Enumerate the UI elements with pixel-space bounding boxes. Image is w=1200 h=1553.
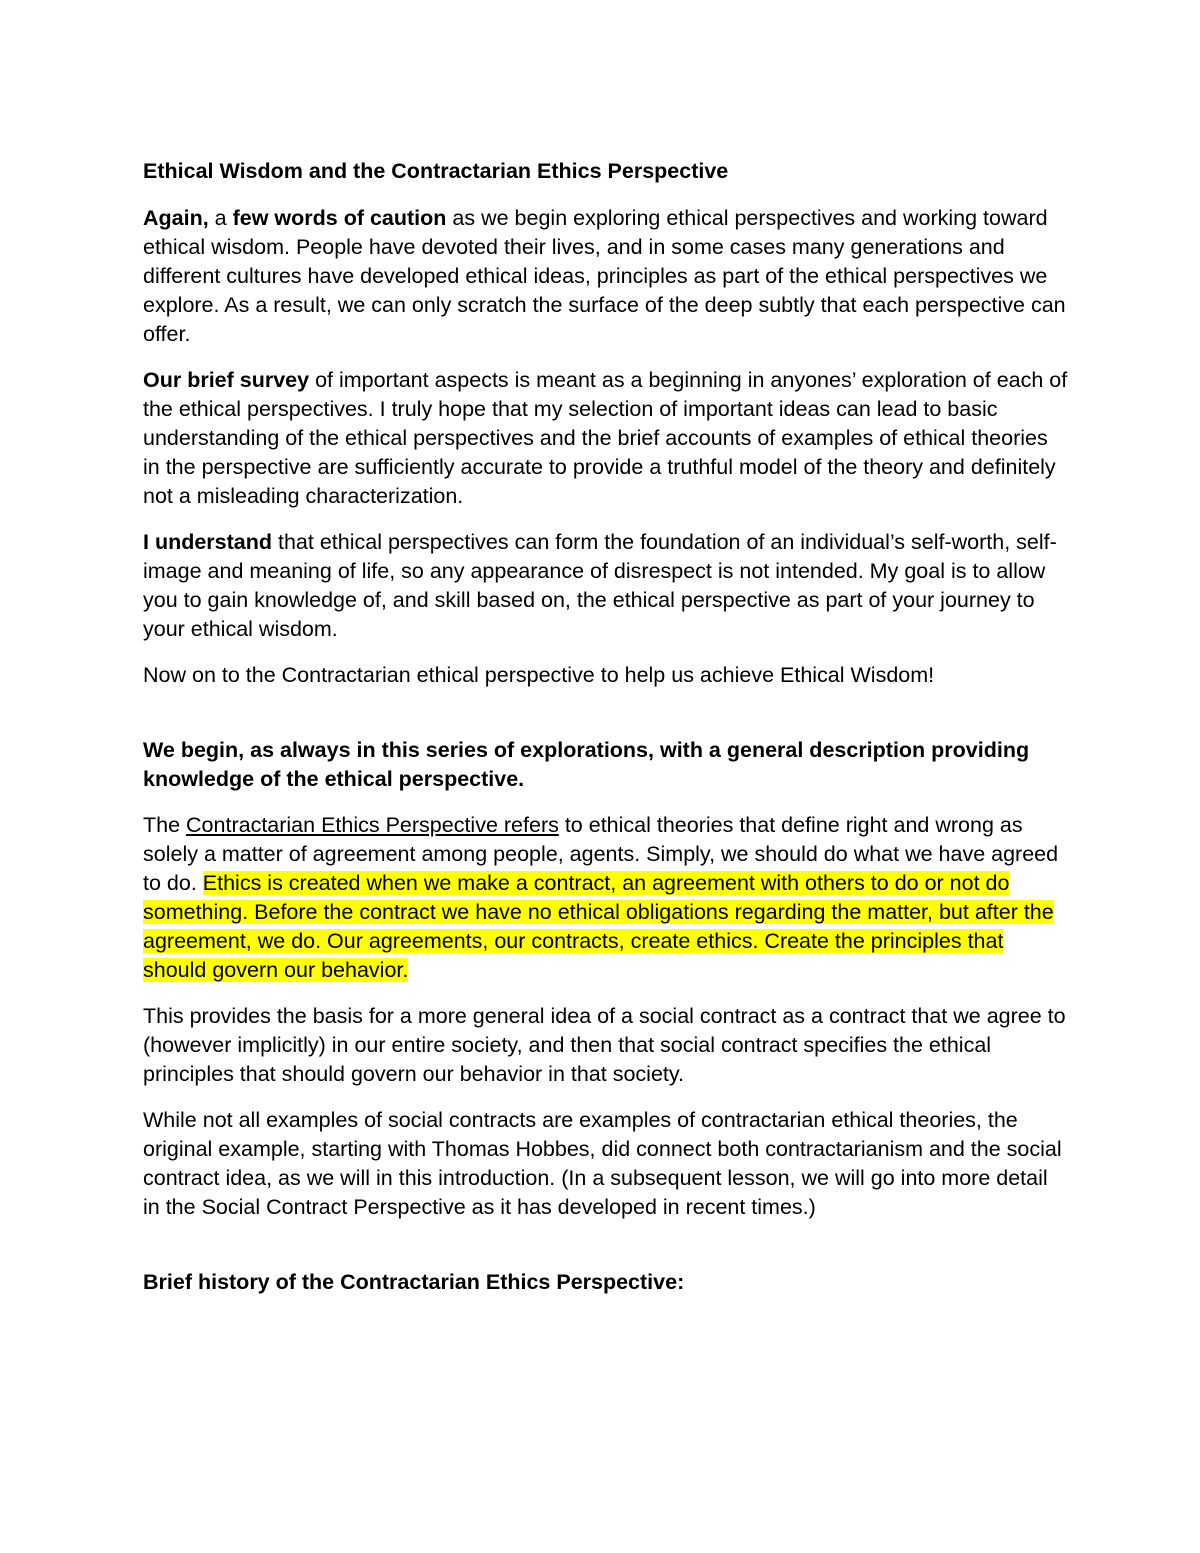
text-run: of important aspects is meant as a beginning in anyones’ exploration of each of the ethical perspectives. I truly hope that my selection of important ideas can lead to basic understanding of the ethical perspectives and the brief accounts of examples of ethical theories in the perspective are sufficiently accurate to provide a truthful model of the theory and definitely not a misleading characterization. (143, 368, 1068, 508)
underlined-term: Contractarian Ethics Perspective refers (186, 813, 559, 837)
bold-lead: Our brief survey (143, 368, 310, 392)
text-run: a (208, 206, 233, 230)
text-run: as we begin exploring ethical perspectives and working toward ethical wisdom. People have devoted their lives, and in some cases many generations and different cultures have developed ethical ideas, principles as part of the ethical perspectives we explore. As a result, we can only scratch the surface of the deep subtly that each perspective can offer. (143, 206, 1066, 346)
paragraph-hobbes: While not all examples of social contracts are examples of contractarian ethical theories, the original example, starting with Thomas Hobbes, did connect both contractarianism and the social contract idea, as we will in this introduction. (In a subsequent lesson, we will go into more detail in the Social Contract Perspective as it has developed in recent times.) (143, 1108, 1062, 1219)
highlighted-text: Ethics is created when we make a contract, an agreement with others to do or not do something. Before the contract we have no ethical obligations regarding the matter, but after the agreement, we do. Our agreements, our contracts, create ethics. Create the principles that should govern our behavior. (143, 871, 1054, 982)
paragraph-definition (143, 811, 1068, 985)
section-intro-heading: We begin, as always in this series of explorations, with a general description providing knowledge of the ethical perspective. (143, 738, 1030, 791)
section-history-heading: Brief history of the Contractarian Ethics Perspective: (143, 1270, 685, 1294)
paragraph-social-contract: This provides the basis for a more general idea of a social contract as a contract that we agree to (however implicitly) in our entire society, and then that social contract specifies the ethical principles that should govern our behavior in that society. (143, 1004, 1066, 1086)
paragraph-survey (143, 366, 1068, 511)
text-run: The (143, 813, 187, 837)
bold-lead: Again, (143, 206, 209, 230)
bold-lead: I understand (143, 530, 273, 554)
paragraph-caution (143, 204, 1068, 349)
blank-line (143, 707, 1068, 736)
text-run: to ethical theories that define right and wrong as solely a matter of agreement among people, agents. Simply, we should do what we have agreed to do. (143, 813, 1059, 895)
document-title: Ethical Wisdom and the Contractarian Ethics Perspective (143, 159, 729, 183)
blank-line (143, 1239, 1068, 1268)
text-run: that ethical perspectives can form the foundation of an individual’s self-worth, self-image and meaning of life, so any appearance of disrespect is not intended. My goal is to allow you to gain knowledge of, and skill based on, the ethical perspective as part of your journey to your ethical wisdom. (143, 530, 1057, 641)
paragraph-now-on: Now on to the Contractarian ethical perspective to help us achieve Ethical Wisdom! (143, 663, 935, 687)
paragraph-understand (143, 528, 1068, 644)
bold-lead: few words of caution (232, 206, 447, 230)
document-body (143, 157, 1068, 1314)
